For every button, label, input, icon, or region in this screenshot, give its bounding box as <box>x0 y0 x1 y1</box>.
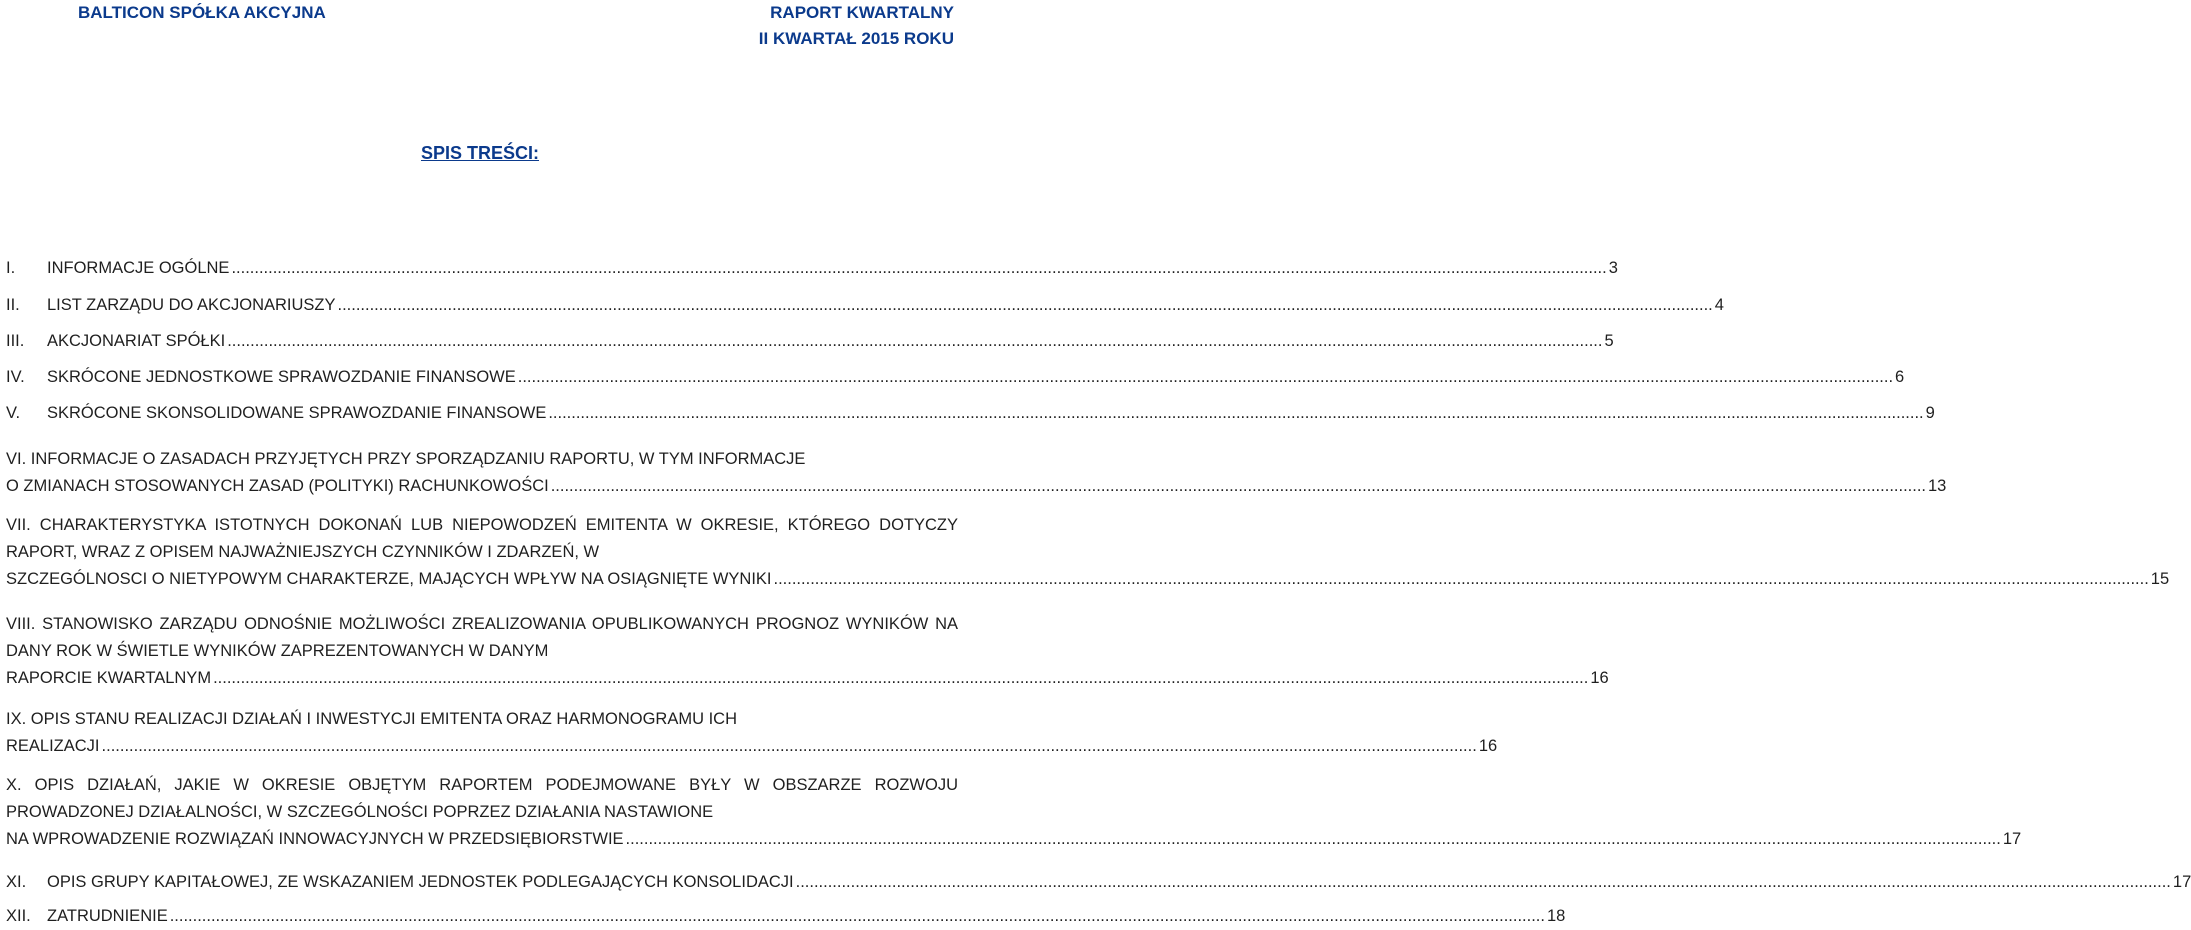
toc-entry-number: X. <box>6 776 22 794</box>
toc-entry-title-cont[interactable]: O ZMIANACH STOSOWANYCH ZASAD (POLITYKI) RACHUNKOWOŚCI <box>6 477 549 495</box>
toc-entry-page[interactable]: 9 <box>1925 404 1935 422</box>
toc-title: SPIS TREŚCI: <box>420 143 540 163</box>
toc-entry-3[interactable] <box>6 328 1614 355</box>
toc-entry-last-line[interactable] <box>6 733 1498 760</box>
toc-entry-5[interactable] <box>6 400 1935 427</box>
toc-entry-10[interactable] <box>6 772 2022 853</box>
toc-entry-number: VII. <box>6 516 31 534</box>
toc-entry-2[interactable] <box>6 292 1724 319</box>
toc-entry-title[interactable]: ZATRUDNIENIE <box>47 907 168 925</box>
toc-entry-11[interactable] <box>6 869 2191 896</box>
toc-entry-title-cont[interactable]: RAPORCIE KWARTALNYM <box>6 669 212 687</box>
toc-entry-title[interactable]: OPIS GRUPY KAPITAŁOWEJ, ZE WSKAZANIEM JEDNOSTEK PODLEGAJĄCYCH KONSOLIDACJI <box>47 873 794 891</box>
company-name: BALTICON SPÓŁKA AKCYJNA <box>78 3 326 22</box>
toc-entry-page[interactable]: 5 <box>1604 332 1614 350</box>
toc-entry-page[interactable]: 4 <box>1714 296 1724 314</box>
toc-entry-title-cont[interactable]: REALIZACJI <box>6 737 100 755</box>
toc-dot-leader: ............................................................................................................................................................................................................................................................................................................ <box>169 907 1545 925</box>
toc-dot-leader: ............................................................................................................................................................................................................................................................................................................ <box>337 296 1713 314</box>
toc-entry-title-cont[interactable]: SZCZEGÓLNOSCI O NIETYPOWYM CHARAKTERZE, MAJĄCYCH WPŁYW NA OSIĄGNIĘTE WYNIKI <box>6 570 772 588</box>
toc-entry-title[interactable]: VIII. STANOWISKO ZARZĄDU ODNOŚNIE MOŻLIWOŚCI ZREALIZOWANIA OPUBLIKOWANYCH PROGNOZ WYNIKÓW NA DANY ROK W ŚWIETLE WYNIKÓW ZAPREZENTOWANYCH W DANYM <box>6 615 959 660</box>
toc-entry-title[interactable]: AKCJONARIAT SPÓŁKI <box>47 332 226 350</box>
toc-entry-page[interactable]: 18 <box>1546 907 1566 925</box>
toc-entry-number: VIII. <box>6 615 36 633</box>
toc-entry-title[interactable]: SKRÓCONE SKONSOLIDOWANE SPRAWOZDANIE FINANSOWE <box>47 404 547 422</box>
toc-entry-last-line[interactable] <box>6 826 2022 853</box>
toc-entry-last-line[interactable] <box>6 665 1609 692</box>
toc-entry-6[interactable] <box>6 446 1947 500</box>
toc-entry-page[interactable]: 16 <box>1590 669 1609 687</box>
toc-entry-page[interactable]: 17 <box>2172 873 2191 891</box>
toc-dot-leader: ............................................................................................................................................................................................................................................................................................................ <box>625 830 2001 848</box>
toc-entry-number: IV. <box>6 368 25 386</box>
toc-entry-title[interactable]: VI. INFORMACJE O ZASADACH PRZYJĘTYCH PRZY SPORZĄDZANIU RAPORTU, W TYM INFORMACJE <box>6 450 806 468</box>
toc-entry-title[interactable]: INFORMACJE OGÓLNE <box>47 259 230 277</box>
toc-dot-leader: ............................................................................................................................................................................................................................................................................................................ <box>227 332 1603 350</box>
toc-entry-9[interactable] <box>6 706 1498 760</box>
toc-dot-leader: ............................................................................................................................................................................................................................................................................................................ <box>231 259 1607 277</box>
report-header <box>759 0 954 52</box>
toc-entry-page[interactable]: 16 <box>1478 737 1498 755</box>
toc-entry-title[interactable]: SKRÓCONE JEDNOSTKOWE SPRAWOZDANIE FINANSOWE <box>47 368 516 386</box>
toc-entry-page[interactable]: 15 <box>2150 570 2170 588</box>
toc-dot-leader: ............................................................................................................................................................................................................................................................................................................ <box>548 404 1924 422</box>
report-title: RAPORT KWARTALNY <box>770 3 954 22</box>
toc-entry-page[interactable]: 13 <box>1928 477 1947 495</box>
toc-entry-title[interactable]: IX. OPIS STANU REALIZACJI DZIAŁAŃ I INWESTYCJI EMITENTA ORAZ HARMONOGRAMU ICH <box>6 710 737 728</box>
toc-entry-title-cont[interactable]: NA WPROWADZENIE ROZWIĄZAŃ INNOWACYJNYCH W PRZEDSIĘBIORSTWIE <box>6 830 624 848</box>
toc-dot-leader: ............................................................................................................................................................................................................................................................................................................ <box>773 570 2149 588</box>
toc-entry-title[interactable]: LIST ZARZĄDU DO AKCJONARIUSZY <box>47 296 336 314</box>
toc-entry-number: XI. <box>6 873 27 891</box>
toc-dot-leader: ............................................................................................................................................................................................................................................................................................................ <box>550 477 1926 495</box>
toc-entry-number: I. <box>6 259 16 277</box>
toc-entry-number: XII. <box>6 907 31 925</box>
toc-entry-page[interactable]: 3 <box>1608 259 1618 277</box>
toc-entry-title[interactable]: VII. CHARAKTERYSTYKA ISTOTNYCH DOKONAŃ LUB NIEPOWODZEŃ EMITENTA W OKRESIE, KTÓREGO DOTYCZY RAPORT, WRAZ Z OPISEM NAJWAŻNIEJSZYCH CZYNNIKÓW I ZDARZEŃ, W <box>6 516 958 561</box>
toc-entry-last-line[interactable] <box>6 473 1947 500</box>
toc-entry-1[interactable] <box>6 255 1618 282</box>
toc-entry-number: VI. <box>6 450 27 468</box>
toc-dot-leader: ............................................................................................................................................................................................................................................................................................................ <box>795 873 2171 891</box>
toc-dot-leader: ............................................................................................................................................................................................................................................................................................................ <box>213 669 1589 687</box>
toc-entry-title[interactable]: X. OPIS DZIAŁAŃ, JAKIE W OKRESIE OBJĘTYM RAPORTEM PODEJMOWANE BYŁY W OBSZARZE ROZWOJU PROWADZONEJ DZIAŁALNOŚCI, W SZCZEGÓLNOŚCI POPRZEZ DZIAŁANIA NASTAWIONE <box>6 776 958 821</box>
toc-entry-number: V. <box>6 404 21 422</box>
toc-entry-12[interactable] <box>6 903 1566 930</box>
toc-entry-8[interactable] <box>6 611 1609 692</box>
toc-entry-last-line[interactable] <box>6 566 2170 593</box>
toc-entry-page[interactable]: 6 <box>1895 368 1905 386</box>
toc-dot-leader: ............................................................................................................................................................................................................................................................................................................ <box>517 368 1894 386</box>
toc-dot-leader: ............................................................................................................................................................................................................................................................................................................ <box>101 737 1477 755</box>
toc-entry-7[interactable] <box>6 512 2170 593</box>
toc-entry-number: III. <box>6 332 25 350</box>
toc-entry-number: IX. <box>6 710 27 728</box>
toc-entry-4[interactable] <box>6 364 1905 391</box>
toc-entry-number: II. <box>6 296 20 314</box>
report-period: II KWARTAŁ 2015 ROKU <box>758 29 954 48</box>
toc-entry-page[interactable]: 17 <box>2002 830 2022 848</box>
